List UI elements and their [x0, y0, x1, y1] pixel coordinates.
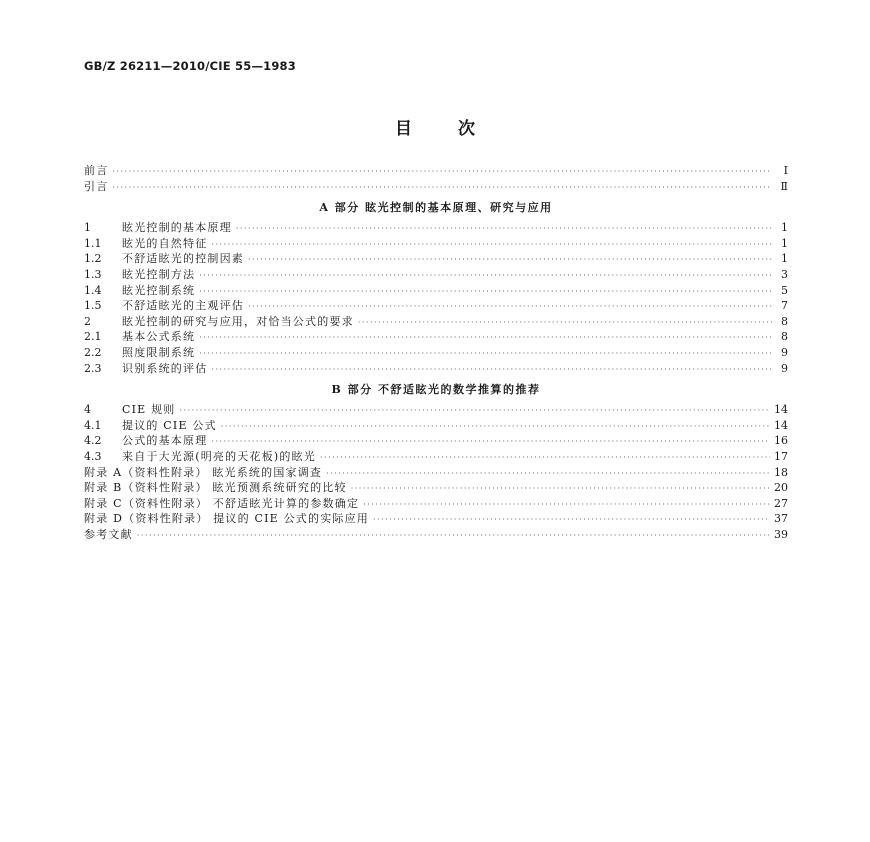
toc-entry-label: 公式的基本原理 — [122, 434, 208, 448]
dot-leader — [326, 466, 770, 482]
toc-entry-label: 基本公式系统 — [122, 330, 196, 344]
part-a-heading: A 部分 眩光控制的基本原理、研究与应用 — [319, 201, 553, 215]
toc-entry-number: 2.2 — [84, 345, 102, 359]
table-of-contents — [84, 163, 788, 542]
toc-entry-page: 39 — [774, 527, 788, 541]
dot-leader — [180, 403, 771, 419]
front-matter-list — [84, 163, 788, 194]
toc-entry-page: 14 — [774, 403, 788, 417]
dot-leader — [358, 315, 772, 331]
toc-entry-page: Ⅱ — [780, 179, 788, 193]
toc-entry[interactable] — [84, 251, 788, 267]
dot-leader — [211, 362, 772, 378]
toc-entry-label: 眩光控制方法 — [122, 267, 196, 281]
toc-entry-number: 1.5 — [84, 299, 102, 313]
dot-leader — [373, 512, 770, 528]
toc-entry-label: 附录 C（资料性附录） 不舒适眩光计算的参数确定 — [84, 496, 360, 510]
toc-entry-label: 不舒适眩光的控制因素 — [122, 252, 244, 266]
toc-entry[interactable] — [84, 449, 788, 465]
toc-entry[interactable] — [84, 496, 788, 512]
toc-entry-label: 不舒适眩光的主观评估 — [122, 299, 244, 313]
toc-entry[interactable] — [84, 345, 788, 361]
toc-entry[interactable] — [84, 418, 788, 434]
toc-entry-page: 3 — [781, 267, 788, 281]
toc-entry[interactable] — [84, 433, 788, 449]
dot-leader — [112, 164, 772, 180]
toc-entry-page: 9 — [781, 345, 788, 359]
toc-entry-page: 27 — [774, 496, 788, 510]
toc-entry-number: 2.3 — [84, 361, 102, 375]
toc-entry-page: 5 — [781, 283, 788, 297]
toc-entry-page: 1 — [781, 236, 788, 250]
toc-entry-page: 8 — [781, 330, 788, 344]
toc-entry-label: 识别系统的评估 — [122, 361, 208, 375]
toc-entry[interactable] — [84, 480, 788, 496]
toc-entry-page: 18 — [774, 465, 788, 479]
part-b-list — [84, 402, 788, 542]
dot-leader — [320, 450, 770, 466]
toc-entry[interactable] — [84, 361, 788, 377]
toc-entry-page: 17 — [774, 449, 788, 463]
toc-entry[interactable] — [84, 220, 788, 236]
toc-entry-page: 37 — [774, 512, 788, 526]
toc-entry[interactable] — [84, 314, 788, 330]
dot-leader — [199, 268, 772, 284]
dot-leader — [211, 237, 772, 253]
toc-entry-number: 1.4 — [84, 283, 102, 297]
toc-entry[interactable] — [84, 179, 788, 195]
dot-leader — [199, 284, 772, 300]
toc-entry-number: 4.2 — [84, 434, 102, 448]
toc-entry[interactable] — [84, 511, 788, 527]
toc-entry-label: 眩光控制的基本原理 — [122, 221, 232, 235]
toc-entry[interactable] — [84, 236, 788, 252]
toc-entry-label: CIE 规则 — [122, 403, 176, 417]
dot-leader — [236, 221, 772, 237]
toc-entry-number: 4 — [84, 403, 91, 417]
toc-entry-label: 前言 — [84, 164, 109, 177]
dot-leader — [221, 419, 770, 435]
toc-entry-page: 8 — [781, 314, 788, 328]
toc-entry[interactable] — [84, 283, 788, 299]
toc-entry[interactable] — [84, 163, 788, 179]
toc-entry-label: 眩光的自然特征 — [122, 236, 208, 250]
toc-entry-number: 2 — [84, 314, 91, 328]
toc-entry-page: 20 — [774, 481, 788, 495]
toc-entry-label: 提议的 CIE 公式 — [122, 418, 217, 432]
dot-leader — [211, 434, 770, 450]
toc-entry[interactable] — [84, 527, 788, 543]
dot-leader — [351, 481, 770, 497]
toc-title: 目次 — [395, 119, 521, 139]
toc-entry-number: 1.2 — [84, 252, 102, 266]
document-code: GB/Z 26211—2010/CIE 55—1983 — [84, 59, 296, 73]
toc-entry-number: 1.3 — [84, 267, 102, 281]
toc-entry-label: 参考文献 — [84, 527, 133, 541]
toc-entry-number: 1 — [84, 221, 91, 235]
toc-entry[interactable] — [84, 465, 788, 481]
toc-entry-number: 2.1 — [84, 330, 102, 344]
dot-leader — [363, 497, 770, 513]
toc-entry[interactable] — [84, 267, 788, 283]
dot-leader — [112, 180, 772, 196]
toc-entry-label: 附录 D（资料性附录） 提议的 CIE 公式的实际应用 — [84, 512, 369, 526]
toc-entry-page: I — [783, 164, 788, 177]
part-b-heading: B 部分 不舒适眩光的数学推算的推荐 — [331, 383, 541, 397]
dot-leader — [199, 346, 772, 362]
toc-entry-label: 引言 — [84, 179, 109, 193]
toc-entry-number: 4.3 — [84, 449, 102, 463]
part-a-list — [84, 220, 788, 376]
dot-leader — [137, 528, 770, 544]
dot-leader — [248, 252, 772, 268]
toc-entry-label: 眩光控制的研究与应用，对恰当公式的要求 — [122, 314, 354, 328]
toc-entry-page: 14 — [774, 418, 788, 432]
dot-leader — [199, 330, 772, 346]
toc-entry[interactable] — [84, 329, 788, 345]
toc-entry-label: 照度限制系统 — [122, 345, 196, 359]
toc-entry-label: 附录 A（资料性附录） 眩光系统的国家调查 — [84, 465, 323, 479]
toc-entry-label: 来自于大光源(明亮的天花板)的眩光 — [122, 449, 316, 463]
toc-entry-page: 16 — [774, 434, 788, 448]
toc-entry[interactable] — [84, 298, 788, 314]
toc-entry-number: 1.1 — [84, 236, 102, 250]
toc-entry-page: 1 — [781, 221, 788, 235]
toc-entry-number: 4.1 — [84, 418, 102, 432]
toc-entry-page: 1 — [781, 252, 788, 266]
toc-entry-page: 7 — [781, 299, 788, 313]
dot-leader — [248, 299, 772, 315]
toc-entry[interactable] — [84, 402, 788, 418]
toc-entry-label: 附录 B（资料性附录） 眩光预测系统研究的比较 — [84, 481, 347, 495]
toc-entry-label: 眩光控制系统 — [122, 283, 196, 297]
toc-entry-page: 9 — [781, 361, 788, 375]
